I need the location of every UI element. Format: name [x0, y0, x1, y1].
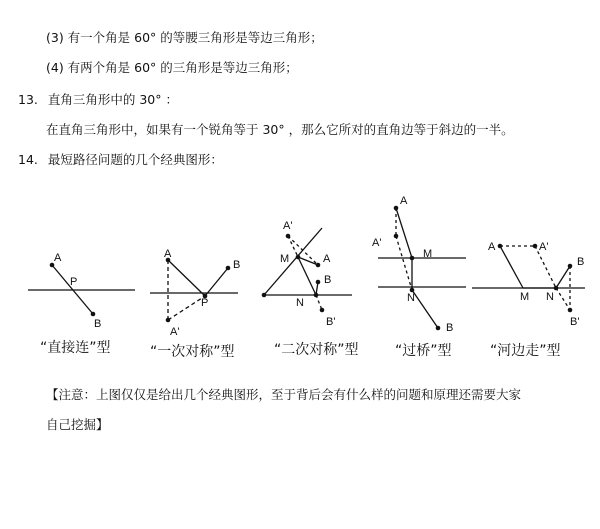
fig2-label-p: P [201, 297, 209, 309]
fig3-dashed-aa [288, 236, 318, 265]
fig5-dashed-nb [556, 288, 570, 310]
fig3-point-b [316, 280, 321, 285]
fig3-point-m [296, 255, 301, 260]
fig1-caption: “直接连”型 [40, 340, 111, 356]
fig4-segment-nb [412, 290, 438, 328]
fig2-label-a-prime: A' [170, 326, 180, 338]
fig5-label-a-prime: A' [539, 241, 549, 253]
item-4: (4) 有两个角是 60° 的三角形是等边三角形； [46, 60, 298, 75]
fig2-caption: “一次对称”型 [150, 344, 235, 360]
fig4-point-a [394, 206, 399, 211]
fig3-point-b-prime [320, 308, 325, 313]
fig4-dashed-an [396, 236, 412, 290]
fig5-point-a-prime [533, 244, 538, 249]
fig3-label-a-prime: A' [283, 220, 293, 232]
fig2-segment-pb [205, 268, 228, 296]
fig1-label-b: B [94, 318, 102, 330]
note-line-1: 【注意：上图仅仅是给出几个经典图形，至于背后会有什么样的问题和原理还需要大家 [46, 387, 522, 402]
figure-double-reflection [264, 228, 352, 310]
fig3-label-n: N [296, 297, 304, 309]
fig3-label-b: B [324, 274, 332, 286]
figure-direct-connect [28, 265, 135, 314]
fig3-point-a-prime [286, 234, 291, 239]
fig3-label-m: M [280, 253, 290, 265]
fig2-label-b: B [233, 259, 241, 271]
fig5-point-b [568, 264, 573, 269]
heading-13-number: 13. [18, 92, 38, 107]
fig4-label-m: M [423, 248, 433, 260]
fig5-caption: “河边走”型 [490, 343, 561, 359]
fig3-label-a: A [323, 253, 331, 265]
fig3-dashed-nb [316, 295, 322, 310]
fig2-point-a-prime [166, 318, 171, 323]
fig4-label-a: A [400, 195, 408, 207]
fig5-point-b-prime [568, 308, 573, 313]
fig2-dashed-ap [168, 296, 205, 320]
heading-13-body: 在直角三角形中，如果有一个锐角等于 30° ，那么它所对的直角边等于斜边的一半。 [46, 122, 514, 137]
fig4-segment-am [396, 208, 412, 258]
fig2-segment-ap [168, 260, 205, 296]
fig3-point-a [316, 263, 321, 268]
item-3: (3) 有一个角是 60° 的等腰三角形是等边三角形； [46, 30, 323, 45]
heading-14-number: 14. [18, 152, 38, 167]
fig5-label-a: A [488, 241, 496, 253]
fig4-point-m [410, 256, 415, 261]
heading-14-title: 最短路径问题的几个经典图形： [47, 152, 223, 167]
fig5-segment-nb [556, 266, 570, 288]
fig3-point-vertex [262, 293, 267, 298]
fig4-label-n: N [407, 292, 415, 304]
figure-bridge [378, 208, 466, 328]
fig3-dashed-am [288, 236, 298, 257]
fig1-point-b [91, 312, 96, 317]
heading-13-title: 直角三角形中的 30° ： [47, 92, 178, 107]
fig4-point-b [436, 326, 441, 331]
fig4-label-a-prime: A' [372, 237, 382, 249]
fig5-label-b: B [577, 256, 585, 268]
fig4-label-b: B [446, 322, 454, 334]
fig5-label-n: N [546, 291, 554, 303]
fig3-caption: “二次对称”型 [274, 342, 359, 358]
fig3-point-n [314, 293, 319, 298]
fig5-point-a [498, 244, 503, 249]
fig5-point-n [554, 286, 559, 291]
fig4-caption: “过桥”型 [395, 343, 452, 359]
fig3-label-b-prime: B' [326, 316, 336, 328]
figure-single-reflection [150, 259, 241, 320]
note-line-2: 自己挖掘】 [46, 417, 109, 432]
fig3-ray-upper [264, 228, 322, 295]
fig2-label-a: A [164, 248, 172, 260]
fig5-label-m: M [520, 291, 530, 303]
fig1-label-a: A [54, 252, 62, 264]
fig1-label-p: P [70, 276, 78, 288]
fig4-point-a-prime [394, 234, 399, 239]
fig2-point-b [226, 266, 231, 271]
fig5-segment-am [500, 246, 523, 288]
fig5-label-b-prime: B' [570, 316, 580, 328]
